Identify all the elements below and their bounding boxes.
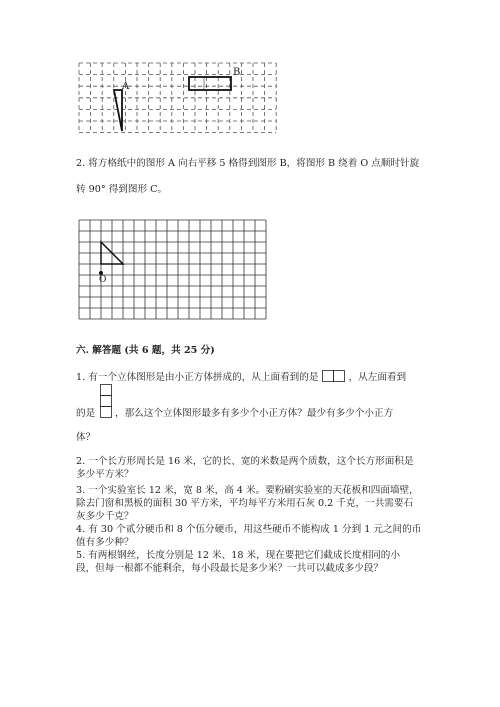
problem-1-line-3: 体？ <box>76 432 96 443</box>
label-shape-a: A <box>122 81 130 92</box>
problem-1-text-a: 1. 有一个立体图形是由小正方体拼成的，从上面看到的是 <box>76 372 319 383</box>
problem-1-text-b: ，从左面看到 <box>348 372 407 383</box>
problem-2-line-2: 多少平方米？ <box>76 469 134 480</box>
problem-5-line-1: 5. 有两根钢丝，长度分别是 12 米、18 米，现在要把它们截成长度相同的小 <box>76 550 400 561</box>
problem-1-line-2b: ，那么这个立体图形最多有多少个小正方体？最少有多少个小正方 <box>115 408 394 419</box>
problem-5-line-2: 段，但每一根都不能剩余，每小段最长是多少米？一共可以截成多少段？ <box>76 563 383 574</box>
q2-line-2: 转 90° 得到图形 C。 <box>76 184 168 195</box>
section-title: 六. 解答题 (共 6 题，共 25 分) <box>76 345 215 356</box>
problem-4-line-2: 值有多少种？ <box>76 537 134 548</box>
problem-2-line-1: 2. 一个长方形周长是 16 米，它的长、宽的米数是两个质数，这个长方形面积是 <box>76 456 414 467</box>
problem-4-line-1: 4. 有 30 个贰分硬币和 8 个伍分硬币，用这些硬币不能构成 1 分到 1 元之间的币 <box>76 524 422 535</box>
problem-3-line-3: 灰多少千克？ <box>76 511 134 522</box>
problem-3-line-1: 3. 一个实验室长 12 米，宽 8 米，高 4 米。要粉刷实验室的天花板和四面墙壁， <box>76 485 419 496</box>
problem-1-line-2a: 的是 <box>76 408 96 419</box>
label-point-o: O <box>99 275 107 285</box>
label-shape-b: B <box>233 67 241 78</box>
problem-3-line-2: 除去门窗和黑板的面积 30 平方米，平均每平方米用石灰 0.2 千克，一共需要石 <box>76 498 414 509</box>
q2-line-1: 2. 将方格纸中的图形 A 向右平移 5 格得到图形 B，将图形 B 绕着 O 点顺时针旋 <box>76 158 420 169</box>
